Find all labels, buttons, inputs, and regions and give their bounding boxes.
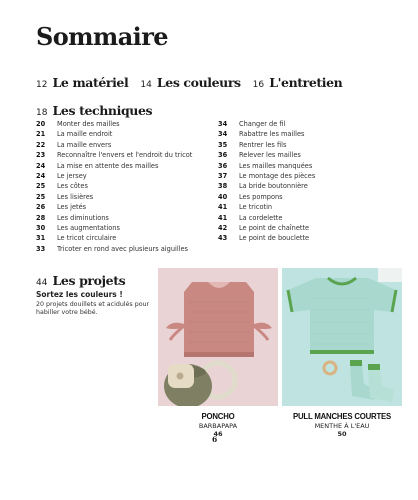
projects-description: 20 projets douillets et acidulés pour habiller votre bébé. xyxy=(36,301,150,316)
toc-entry-label: Le jersey xyxy=(57,171,87,180)
toc-entry-label: Monter des mailles xyxy=(57,120,120,128)
toc-page-number: 34 xyxy=(218,120,228,128)
section-label: Les couleurs xyxy=(156,75,241,90)
toc-entry[interactable] xyxy=(218,223,315,233)
toc-entry-label: Les jetés xyxy=(57,203,87,212)
toc-entry[interactable] xyxy=(218,192,315,202)
toc-page-number: 35 xyxy=(218,140,228,149)
section-couleurs[interactable] xyxy=(140,72,240,91)
toc-page-number: 26 xyxy=(36,203,46,212)
toc-entry[interactable] xyxy=(218,161,315,171)
section-projets[interactable] xyxy=(36,270,125,289)
toc-entry-label: Les côtes xyxy=(57,182,88,191)
toc-entry-label: Reconnaître l'envers et l'endroit du tricot xyxy=(57,151,193,160)
section-materiel[interactable] xyxy=(36,72,128,91)
toc-entry-label: La cordelette xyxy=(239,213,283,222)
project-subtitle: BARBAPAPA xyxy=(198,421,238,430)
toc-entry[interactable] xyxy=(36,223,192,233)
project-caption[interactable] xyxy=(282,413,402,439)
toc-page-number: 40 xyxy=(218,192,228,201)
toc-entry-label: La maille envers xyxy=(57,140,112,149)
section-page-number: 18 xyxy=(36,108,48,118)
toc-entry[interactable] xyxy=(36,202,192,212)
toc-entry-label: Tricoter en rond avec plusieurs aiguilles xyxy=(57,244,188,253)
section-page-number: 12 xyxy=(36,80,48,90)
toc-entry[interactable] xyxy=(218,150,315,160)
toc-entry[interactable] xyxy=(36,150,192,160)
toc-entry[interactable] xyxy=(36,181,192,191)
toc-page-number: 31 xyxy=(36,234,46,243)
toc-entry-label: La mise en attente des mailles xyxy=(57,161,159,170)
toc-entry-label: Le point de chaînette xyxy=(239,223,310,232)
toc-entry[interactable] xyxy=(36,192,192,202)
toc-entry[interactable] xyxy=(36,233,192,243)
section-label: Les techniques xyxy=(52,103,153,118)
section-page-number: 16 xyxy=(252,80,265,90)
section-entretien[interactable] xyxy=(253,72,343,91)
toc-entry[interactable] xyxy=(218,202,315,212)
toc-entry-label: Le point de bouclette xyxy=(239,234,310,243)
toc-page-number: 22 xyxy=(36,140,46,149)
toc-entry-label: Le montage des pièces xyxy=(239,171,316,180)
toc-entry[interactable] xyxy=(218,119,315,129)
toc-entry[interactable] xyxy=(36,213,192,223)
poncho-illustration xyxy=(158,268,278,406)
toc-page-number: 43 xyxy=(218,234,228,243)
toc-entry[interactable] xyxy=(218,140,315,150)
section-label: L'entretien xyxy=(269,75,343,90)
project-title: PONCHO xyxy=(201,412,235,421)
project-caption[interactable] xyxy=(158,413,278,439)
top-sections xyxy=(36,72,354,91)
page-title: Sommaire xyxy=(36,22,168,51)
section-label: Le matériel xyxy=(52,75,129,90)
toc-page-number: 20 xyxy=(36,120,46,128)
toc-entry-label: Les lisières xyxy=(57,192,94,201)
toc-page-number: 33 xyxy=(36,244,46,253)
toc-page-number: 34 xyxy=(218,130,228,139)
toc-page-number: 37 xyxy=(218,171,228,180)
techniques-list-left xyxy=(36,119,192,254)
section-techniques[interactable] xyxy=(36,100,152,119)
toc-entry[interactable] xyxy=(218,129,315,139)
toc-entry[interactable] xyxy=(218,213,315,223)
toc-page-number: 30 xyxy=(36,223,46,232)
section-label: Les projets xyxy=(52,273,126,288)
toc-entry[interactable] xyxy=(218,181,315,191)
toc-entry[interactable] xyxy=(36,161,192,171)
toc-entry-label: Rentrer les fils xyxy=(239,140,287,149)
section-page-number: 44 xyxy=(36,278,48,288)
techniques-list-right xyxy=(218,119,315,244)
toc-entry-label: Changer de fil xyxy=(239,120,286,128)
toc-page-number: 38 xyxy=(218,182,228,191)
toc-page-number: 21 xyxy=(36,130,46,139)
toc-entry[interactable] xyxy=(218,171,315,181)
toc-entry[interactable] xyxy=(36,244,192,254)
toc-entry-label: Les mailles manquées xyxy=(239,161,313,170)
toc-page-number: 36 xyxy=(218,161,228,170)
toc-entry-label: Relever les mailles xyxy=(239,151,301,160)
pull-illustration xyxy=(282,268,402,406)
toc-entry-label: Le tricot circulaire xyxy=(57,234,117,243)
project-title: PULL MANCHES COURTES xyxy=(292,412,392,421)
toc-entry-label: Les augmentations xyxy=(57,223,120,232)
toc-page-number: 42 xyxy=(218,223,228,232)
project-page-number: 46 xyxy=(213,430,223,439)
toc-entry[interactable] xyxy=(36,129,192,139)
project-subtitle: MENTHE À L'EAU xyxy=(314,421,370,430)
toc-entry[interactable] xyxy=(36,171,192,181)
toc-entry-label: Les pompons xyxy=(239,192,283,201)
page-number: 6 xyxy=(212,435,218,444)
toc-page-number: 24 xyxy=(36,171,46,180)
toc-page-number: 36 xyxy=(218,151,228,160)
toc-entry-label: La bride boutonnière xyxy=(239,182,308,191)
toc-entry-label: La maille endroit xyxy=(57,130,113,139)
toc-entry-label: Le tricotin xyxy=(239,203,273,212)
projects-subtitle: Sortez les couleurs ! xyxy=(36,290,123,299)
pull-photo[interactable] xyxy=(282,268,402,406)
toc-page-number: 23 xyxy=(36,151,46,160)
toc-page-number: 41 xyxy=(218,213,228,222)
toc-page-number: 25 xyxy=(36,192,46,201)
toc-page-number: 28 xyxy=(36,213,46,222)
toc-page-number: 25 xyxy=(36,182,46,191)
toc-entry[interactable] xyxy=(36,140,192,150)
toc-page-number: 24 xyxy=(36,161,46,170)
toc-entry[interactable] xyxy=(36,119,192,129)
project-page-number: 50 xyxy=(337,430,347,439)
toc-entry[interactable] xyxy=(218,233,315,243)
poncho-photo[interactable] xyxy=(158,268,278,406)
toc-entry-label: Les diminutions xyxy=(57,213,109,222)
toc-entry-label: Rabattre les mailles xyxy=(239,130,305,139)
section-page-number: 14 xyxy=(140,80,152,90)
toc-page-number: 41 xyxy=(218,203,228,212)
